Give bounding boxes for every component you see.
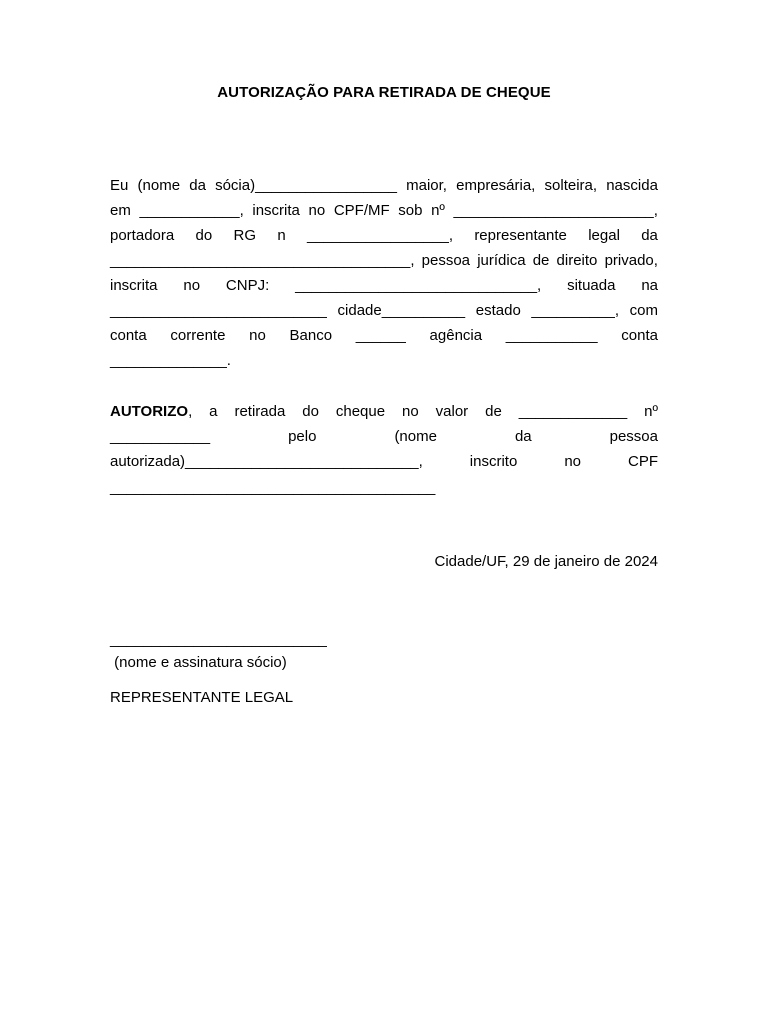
word: nº [644, 403, 658, 420]
paragraph-2-line-1 [110, 402, 658, 422]
word: no [183, 277, 201, 294]
word: inscrita [252, 202, 300, 219]
word: privado, [604, 252, 658, 269]
word: ______________. [110, 352, 231, 369]
word: solteira, [544, 177, 598, 194]
word: no [308, 202, 326, 219]
word: no [402, 403, 419, 420]
word: ____________ [110, 428, 211, 445]
word: ______ [355, 327, 406, 344]
word: (nome [137, 177, 181, 194]
word: sob [398, 202, 423, 219]
word: _____________ [518, 403, 628, 420]
paragraph-1-line-3 [110, 226, 658, 246]
word: autorizada)____________________________, [110, 453, 423, 470]
word: cidade__________ [337, 302, 466, 319]
paragraph-2-line-4 [110, 478, 658, 498]
word: a [209, 403, 218, 420]
word: na [641, 277, 658, 294]
word: no [564, 453, 581, 470]
word: do [195, 227, 213, 244]
paragraph-1-line-1 [110, 176, 658, 196]
word: n [277, 227, 286, 244]
signature-line: __________________________ [110, 631, 327, 648]
word: inscrito [469, 453, 518, 470]
signature-name-label: (nome e assinatura sócio) [110, 654, 287, 671]
word: __________, [531, 302, 619, 319]
word: jurídica [477, 252, 526, 269]
date-line: Cidade/UF, 29 de janeiro de 2024 [434, 553, 658, 570]
word: pessoa [609, 428, 658, 445]
word: __________________________ [110, 302, 327, 319]
word: ___________ [505, 327, 598, 344]
word: inscrita [110, 277, 158, 294]
word: agência [429, 327, 483, 344]
word: legal [588, 227, 620, 244]
word: Banco [289, 327, 333, 344]
word: situada [567, 277, 616, 294]
word: RG [233, 227, 257, 244]
word: CPF [628, 453, 658, 470]
word: ____________________________________, [110, 252, 415, 269]
word: conta [621, 327, 658, 344]
word: direito [556, 252, 598, 269]
word: (nome [394, 428, 437, 445]
word: , [188, 403, 193, 420]
word: estado [475, 302, 521, 319]
word: portadora [110, 227, 175, 244]
word: _________________, [307, 227, 453, 244]
word: do [302, 403, 319, 420]
word: retirada [234, 403, 286, 420]
word: maior, [406, 177, 447, 194]
word: sócia)_________________ [215, 177, 397, 194]
word: _______________________________________ [110, 479, 436, 496]
word: nº [431, 202, 445, 219]
word: ________________________, [453, 202, 658, 219]
paragraph-2-line-3 [110, 452, 658, 472]
paragraph-1-line-5 [110, 276, 658, 296]
word: nascida [606, 177, 658, 194]
word: CPF/MF [333, 202, 390, 219]
word: de [532, 252, 550, 269]
word: em [110, 202, 131, 219]
word: no [249, 327, 266, 344]
paragraph-2-line-2 [110, 427, 658, 447]
word: da [641, 227, 658, 244]
document-title: AUTORIZAÇÃO PARA RETIRADA DE CHEQUE [217, 84, 551, 101]
paragraph-1-line-7 [110, 326, 658, 346]
word: conta [110, 327, 147, 344]
word: ____________, [139, 202, 244, 219]
paragraph-1-line-8 [110, 351, 658, 371]
paragraph-1-line-2 [110, 201, 658, 221]
word: corrente [170, 327, 226, 344]
word: cheque [335, 403, 386, 420]
word: da [189, 177, 206, 194]
paragraph-1-line-6 [110, 301, 658, 321]
authorization-block [110, 402, 192, 422]
word: com [629, 302, 658, 319]
word: de [485, 403, 502, 420]
word: _____________________________, [295, 277, 542, 294]
word: pessoa [421, 252, 471, 269]
word: valor [435, 403, 469, 420]
word: da [514, 428, 532, 445]
paragraph-1-line-4 [110, 251, 658, 271]
autorizo-bold-word: AUTORIZO [110, 403, 189, 420]
word: pelo [288, 428, 317, 445]
word: Eu [110, 177, 129, 194]
signature-role-label: REPRESENTANTE LEGAL [110, 689, 294, 706]
word: CNPJ: [225, 277, 270, 294]
word: empresária, [456, 177, 536, 194]
word: representante [474, 227, 567, 244]
